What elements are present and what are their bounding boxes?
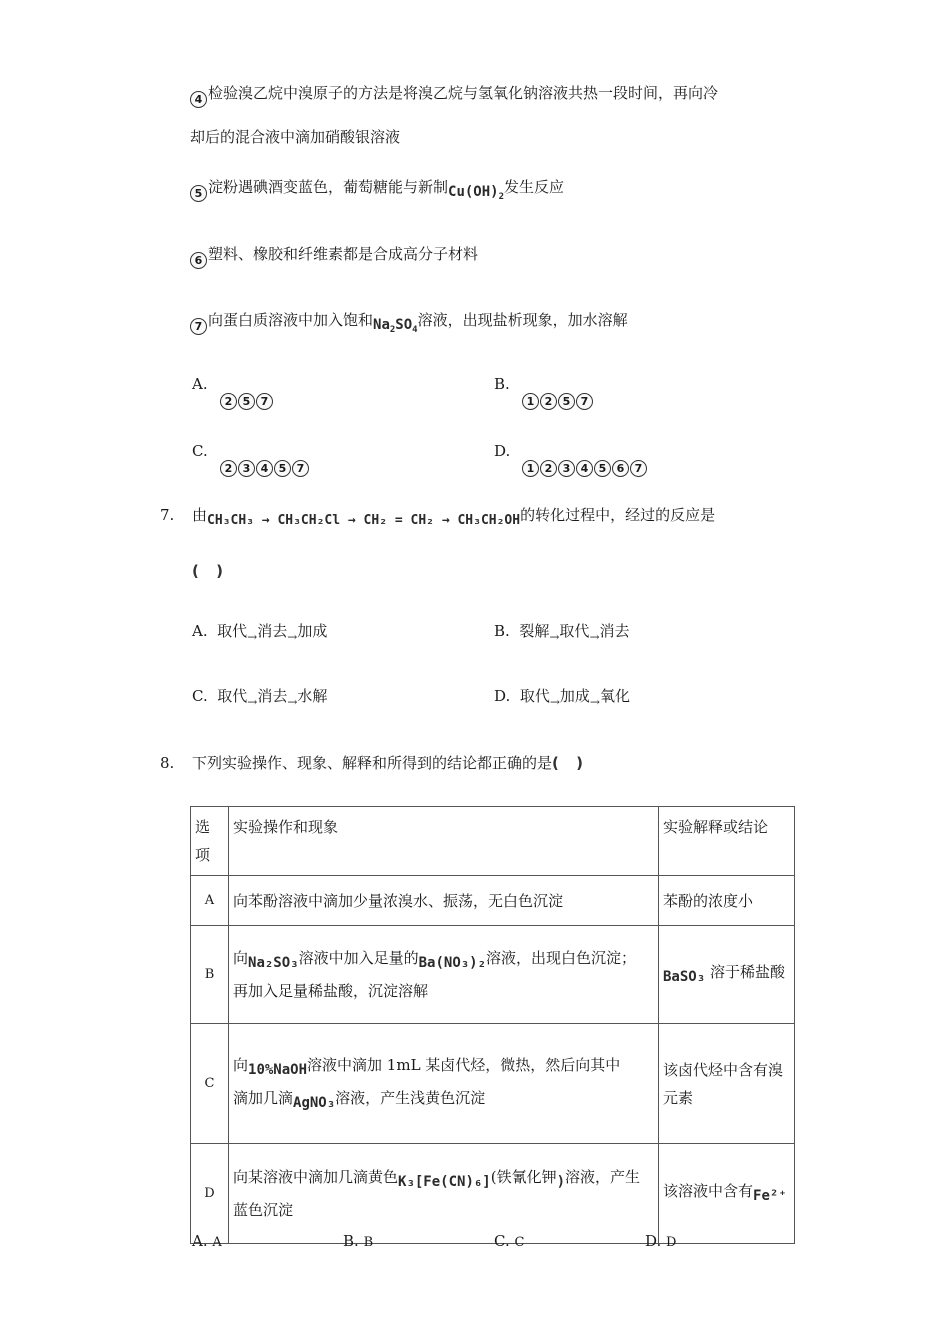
circled-number: 4	[256, 460, 273, 477]
step: 水解	[297, 687, 328, 705]
statement-7-before: 向蛋白质溶液中加入饱和	[208, 311, 374, 329]
step: 取代	[217, 622, 248, 640]
row-key: B	[191, 926, 229, 1024]
row-operation	[229, 1024, 659, 1144]
statement-6-text: 塑料、橡胶和纤维素都是合成高分子材料	[208, 245, 479, 263]
q7-choice-c[interactable]	[192, 685, 327, 713]
q6-choice-c[interactable]	[192, 440, 208, 462]
formula-na2so4-sub-b: 4	[412, 325, 418, 335]
row-conclusion	[659, 926, 795, 1024]
text: 滴加几滴	[233, 1088, 294, 1107]
circled-number: 7	[576, 393, 593, 410]
circled-number-7: 7	[190, 318, 207, 335]
q6-choice-c-marks	[220, 451, 310, 477]
circled-number: 6	[612, 460, 629, 477]
circled-number: 5	[274, 460, 291, 477]
step: 消去	[599, 622, 630, 640]
q8-stem-text: 下列实验操作、现象、解释和所得到的结论都正确的是	[192, 754, 553, 772]
q6-choice-b-marks	[522, 384, 594, 410]
text: 向	[233, 949, 249, 967]
row-conclusion: 苯酚的浓度小	[659, 876, 795, 926]
circled-number: 3	[238, 460, 255, 477]
choice-value: B	[363, 1235, 374, 1250]
arrow-icon: →	[247, 630, 258, 644]
circled-number: 1	[522, 393, 539, 410]
q8-choice-d[interactable]	[645, 1230, 676, 1254]
text: (铁氰化钾	[490, 1168, 557, 1186]
statement-4-cont	[190, 126, 400, 148]
choice-letter: A.	[192, 1232, 208, 1250]
q7-choice-a[interactable]	[192, 620, 327, 648]
choice-letter: B.	[494, 622, 510, 640]
text: 向某溶液中滴加几滴黄色	[233, 1168, 399, 1186]
text: 溶液中加入足量的	[298, 949, 419, 967]
header-operation: 实验操作和现象	[229, 807, 659, 876]
statement-5-after: 发生反应	[504, 178, 565, 196]
step: 消去	[257, 687, 288, 705]
choice-letter: C.	[192, 442, 208, 460]
formula-agno3: AgNO₃	[293, 1094, 336, 1111]
formula-cuoh2	[448, 184, 504, 200]
choice-letter: B.	[343, 1232, 359, 1250]
q7-choice-b[interactable]	[494, 620, 630, 648]
step: 加成	[559, 687, 590, 705]
q8-choice-b[interactable]	[343, 1230, 373, 1254]
q6-choice-d-marks	[522, 451, 648, 477]
text: 向	[233, 1055, 249, 1074]
step: 取代	[519, 687, 550, 705]
table-header-row	[191, 807, 795, 876]
step: 氧化	[599, 687, 630, 705]
q7-reaction-chain: CH₃CH₃ → CH₃CH₂Cl → CH₂ = CH₂ → CH₃CH₂OH	[207, 513, 521, 528]
q8-choice-a[interactable]	[192, 1230, 222, 1254]
text: 溶液，产生	[565, 1168, 641, 1186]
formula-na2so4-sub-a: 2	[389, 325, 396, 335]
row-key: A	[191, 876, 229, 926]
formula-na2so3: Na₂SO₃	[248, 955, 299, 971]
circled-number: 2	[220, 460, 237, 477]
circled-number-6: 6	[190, 252, 207, 269]
statement-4-line2: 却后的混合液中滴加硝酸银溶液	[190, 128, 401, 146]
text: 再加入足量稀盐酸，沉淀溶解	[233, 982, 429, 1000]
formula-k3-fe-cn-6: K₃[Fe(CN)₆]	[398, 1174, 491, 1190]
q8-stem	[192, 752, 589, 774]
header-conclusion: 实验解释或结论	[659, 807, 795, 876]
choice-letter: B.	[494, 375, 510, 393]
step: 消去	[257, 622, 288, 640]
circled-number: 5	[558, 393, 575, 410]
circled-number-4: 4	[190, 91, 207, 108]
choice-letter: A.	[192, 622, 208, 640]
row-conclusion	[659, 1024, 795, 1144]
table-row	[191, 1024, 795, 1144]
header-option: 选项	[191, 807, 229, 876]
q6-choice-a[interactable]	[192, 373, 208, 395]
circled-number: 2	[540, 460, 557, 477]
formula-cuoh2-sub: 2	[498, 192, 505, 202]
statement-5-before: 淀粉遇碘酒变蓝色，葡萄糖能与新制	[208, 178, 449, 196]
choice-letter: C.	[192, 687, 208, 705]
circled-number: 7	[630, 460, 647, 477]
arrow-icon: →	[549, 630, 560, 644]
row-key: C	[191, 1024, 229, 1144]
statement-4-line1: 检验溴乙烷中溴原子的方法是将溴乙烷与氢氧化钠溶液共热一段时间，再向冷	[208, 84, 719, 102]
step: 取代	[559, 622, 590, 640]
arrow-icon: →	[287, 695, 298, 709]
q8-number: 8.	[160, 754, 175, 772]
row-operation	[229, 1144, 659, 1244]
q6-choice-a-marks	[220, 384, 274, 410]
formula-fe2plus: Fe²⁺	[753, 1188, 787, 1204]
q7-stem	[192, 504, 715, 532]
step: 裂解	[519, 622, 550, 640]
choice-letter: C.	[494, 1232, 510, 1250]
circled-number: 5	[238, 393, 255, 410]
circled-number: 7	[292, 460, 309, 477]
formula-naoh: 10%NaOH	[248, 1061, 308, 1078]
row-conclusion	[659, 1144, 795, 1244]
statement-5	[190, 176, 564, 208]
paren-close: )	[556, 1174, 566, 1190]
choice-value: C	[514, 1235, 525, 1250]
circled-number: 1	[522, 460, 539, 477]
circled-number: 5	[594, 460, 611, 477]
formula-na2so4-a: Na	[373, 317, 390, 333]
formula-na2so4-b: SO	[395, 317, 413, 333]
q7-number: 7.	[160, 506, 175, 524]
answer-parentheses: ( )	[192, 562, 229, 580]
circled-number: 3	[558, 460, 575, 477]
formula-na2so4	[373, 317, 418, 333]
arrow-icon: →	[589, 695, 600, 709]
statement-6	[190, 243, 478, 269]
q8-choice-c[interactable]	[494, 1230, 524, 1254]
text: 溶液中滴加 1mL 某卤代烃，微热，然后向其中	[307, 1055, 621, 1074]
experiment-table	[190, 806, 795, 1244]
q7-answer-blank	[192, 560, 229, 582]
q7-prefix: 由	[192, 506, 208, 524]
row-operation	[229, 926, 659, 1024]
step: 加成	[297, 622, 328, 640]
step: 取代	[217, 687, 248, 705]
text: 蓝色沉淀	[233, 1201, 294, 1219]
q6-choice-d[interactable]	[494, 440, 510, 462]
circled-number: 2	[220, 393, 237, 410]
table-row	[191, 926, 795, 1024]
q7-suffix: 的转化过程中，经过的反应是	[520, 506, 716, 524]
text: 元素	[663, 1088, 694, 1107]
row-operation: 向苯酚溶液中滴加少量浓溴水、振荡，无白色沉淀	[229, 876, 659, 926]
answer-parentheses: ( )	[552, 754, 589, 772]
statement-7	[190, 309, 628, 341]
arrow-icon: →	[247, 695, 258, 709]
circled-number-5: 5	[190, 185, 207, 202]
statement-7-after: 溶液，出现盐析现象，加水溶解	[417, 311, 628, 329]
formula-baso3: BaSO₃	[663, 969, 706, 985]
text: 该溶液中含有	[663, 1182, 754, 1200]
choice-letter: A.	[192, 375, 208, 393]
q7-choice-d[interactable]	[494, 685, 630, 713]
choice-letter: D.	[494, 687, 511, 705]
choice-letter: D.	[494, 442, 511, 460]
text: 溶液，产生浅黄色沉淀	[335, 1088, 486, 1107]
circled-number: 7	[256, 393, 273, 410]
text: 该卤代烃中含有溴	[663, 1060, 784, 1079]
table-row	[191, 1144, 795, 1244]
choice-value: A	[212, 1235, 222, 1250]
formula-ba-no3-2: Ba(NO₃)₂	[418, 955, 487, 971]
table-row	[191, 876, 795, 926]
choice-letter: D.	[645, 1232, 662, 1250]
circled-number: 2	[540, 393, 557, 410]
arrow-icon: →	[589, 630, 600, 644]
arrow-icon: →	[549, 695, 560, 709]
text: 溶于稀盐酸	[709, 963, 785, 981]
formula-cuoh2-main: Cu(OH)	[448, 184, 499, 200]
text: 溶液，出现白色沉淀；	[486, 949, 637, 967]
q6-choice-b[interactable]	[494, 373, 510, 395]
arrow-icon: →	[287, 630, 298, 644]
choice-value: D	[666, 1235, 677, 1250]
statement-4	[190, 82, 718, 108]
circled-number: 4	[576, 460, 593, 477]
row-key: D	[191, 1144, 229, 1244]
